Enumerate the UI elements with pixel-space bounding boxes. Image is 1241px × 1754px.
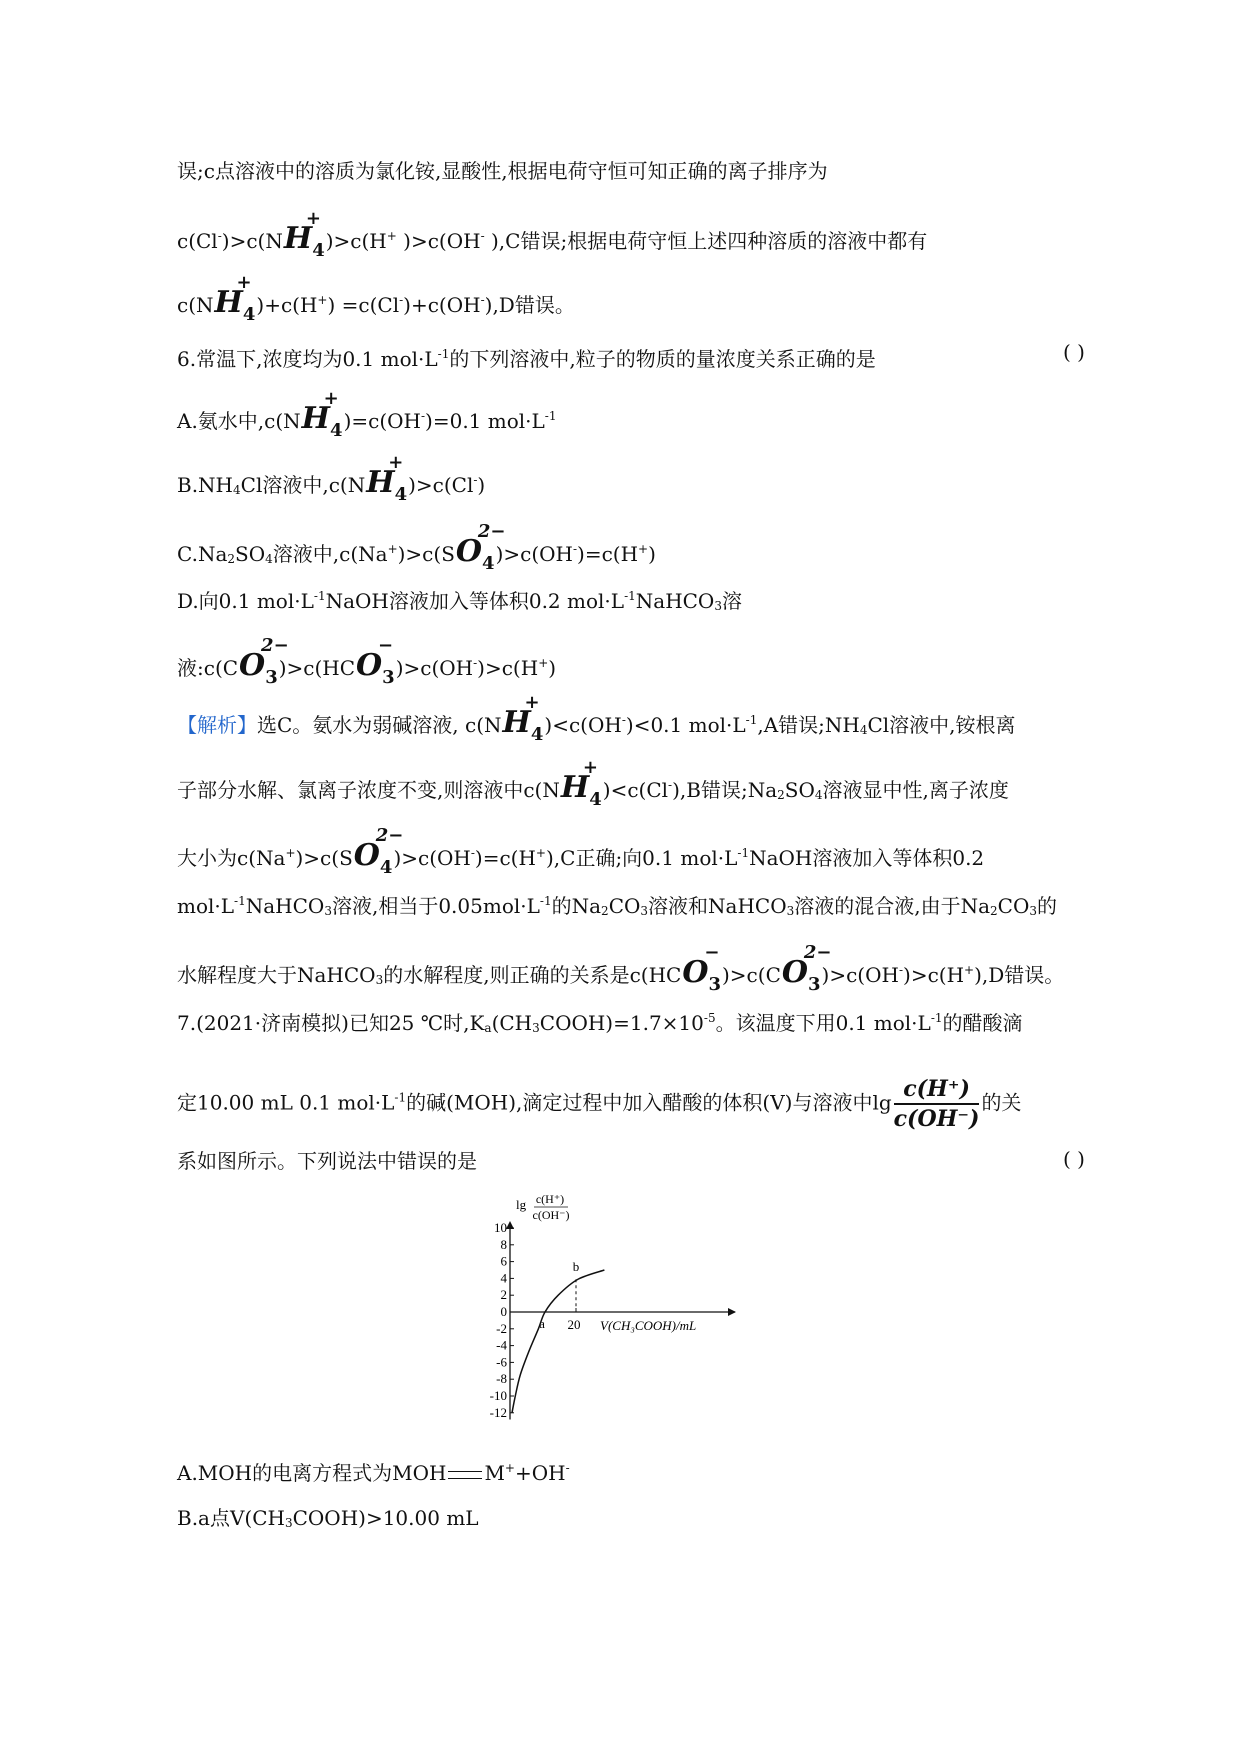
double-line-arrow <box>448 1471 482 1479</box>
question-7-cont2: 系如图所示。下列说法中错误的是 <box>177 1149 477 1173</box>
y-tick-label: -4 <box>496 1337 507 1353</box>
option-6d-cont: 液:c(CO3 2− )>c(HCO3 − )>c(OH-)>c(H+) <box>177 635 557 688</box>
y-tick-label: 6 <box>500 1253 507 1269</box>
solution-line-2: 子部分水解、氯离子浓度不变,则溶液中c(NH4 + )<c(Cl-),B错误$;Na_2SO_4$溶液显中性,离子浓度 <box>177 757 1009 810</box>
y-axis-label-num: c(H⁺) <box>535 1195 565 1206</box>
y-tick-label: -2 <box>496 1320 507 1336</box>
solution-line-1: 【解析】选C。氨水为弱碱溶液, c(NH4 + )<c(OH-)<0.1 $mol\cdot L^{-1},A$错误$;NH_4Cl$溶液中,铵根离 <box>177 692 1016 745</box>
solution-line-4: $mol\cdot L^{-1}NaHCO_3$溶液,相当于$0.05mol\cdot L^{-1}$的$Na_2CO_3$溶液和NaHCO$_3$溶液的混合液,由于$Na_2CO_3$的 <box>177 894 1058 918</box>
point-b-label: b <box>572 1259 580 1275</box>
x-tick-label: 20 <box>567 1317 581 1332</box>
y-axis-label-den: c(OH⁻) <box>532 1208 570 1222</box>
ion-nh4: H4 + <box>283 208 325 261</box>
y-tick-label: -12 <box>489 1404 507 1420</box>
y-tick-label: 10 <box>494 1220 507 1235</box>
text-line-3: c(NH4 + )+c(H+) =c(Cl-)+c(OH-),D错误。 <box>177 272 575 325</box>
y-tick-label: -10 <box>489 1388 507 1403</box>
y-tick-label: 0 <box>500 1304 507 1319</box>
solution-line-5: 水解程度大于NaHCO$_3$的水解程度,则正确的关系是c(HCO3 − )>c(CO3 2− )>c(OH-)>c(H+),D错误。 <box>177 942 1065 995</box>
fraction-h-oh: $\frac{c(H^+)}{c(OH^-)}$ <box>893 1076 980 1132</box>
text-line-2: c(Cl-)>c(NH4 + )>c(H+ )>c(OH- ),C错误;根据电荷守恒上述四种溶质的溶液中都有 <box>177 208 928 261</box>
question-7-cont: 定10.00 mL 0.1 $mol\cdot L^{-1}$的碱(MOH),滴定过程中加入醋酸的体积(V)与溶液中lg $\frac{c(H^+)}{c(OH^-)}$ 的关 <box>177 1076 1022 1132</box>
question-6: 6.常温下,浓度均为0.1 $mol\cdot L^{-1}$的下列溶液中,粒子的物质的量浓度关系正确的是 <box>177 347 876 371</box>
y-tick-label: 4 <box>500 1270 507 1286</box>
y-tick-label: -6 <box>496 1354 507 1370</box>
chart-labels <box>490 1195 697 1420</box>
option-6b: $B.NH_4Cl$溶液中,c(NH4 + )>c(Cl-) <box>177 452 486 505</box>
solution-line-3: 大小为c(Na+)>c(SO4 2− )>c(OH-)=c(H+),C正确;向0.1 $mol\cdot L^{-1}NaOH$溶液加入等体积0.2 <box>177 825 985 878</box>
x-axis-label: V(CH₃COOH)/mL <box>600 1318 697 1333</box>
option-6a: A.氨水中,c(NH4 + )=c(OH-)=0.1 $mol\cdot L^{-1}$ <box>177 388 557 441</box>
answer-bracket-6: ( ) <box>1063 340 1085 364</box>
x-axis-arrow <box>728 1308 736 1316</box>
titration-chart <box>470 1195 770 1445</box>
y-tick-label: 8 <box>500 1236 507 1252</box>
text-line-1: 误;c点溶液中的溶质为氯化铵,显酸性,根据电荷守恒可知正确的离子排序为 <box>177 159 828 183</box>
option-7b: B.a点$V(CH_3COOH)>10.00$ mL <box>177 1506 479 1530</box>
titration-curve <box>512 1270 604 1413</box>
y-axis-label-prefix: lg <box>516 1197 527 1212</box>
option-6d: D.向0.1 $mol\cdot L^{-1}NaOH$溶液加入等体积0.2 $mol\cdot L^{-1}NaHCO_3$溶 <box>177 589 742 613</box>
answer-bracket-7: ( ) <box>1063 1147 1085 1171</box>
point-a-label: a <box>539 1316 545 1331</box>
y-tick-label: -8 <box>496 1371 507 1387</box>
option-7a: A.MOH的电离方程式为MOH M++OH- <box>177 1461 570 1485</box>
option-6c: $C.Na_2SO_4$溶液中,c(Na+)>c(SO4 2− )>c(OH-)=c(H+) <box>177 521 656 574</box>
question-7: 7.(2021·济南模拟)已知25 ℃时$,K_a(CH_3COOH)=1.7\times 10^{-5}$。该温度下用0.1 $mol\cdot L^{-1}$的醋酸滴 <box>177 1011 1023 1035</box>
solution-tag: 【解析】 <box>177 713 257 737</box>
y-tick-label: 2 <box>500 1287 507 1303</box>
